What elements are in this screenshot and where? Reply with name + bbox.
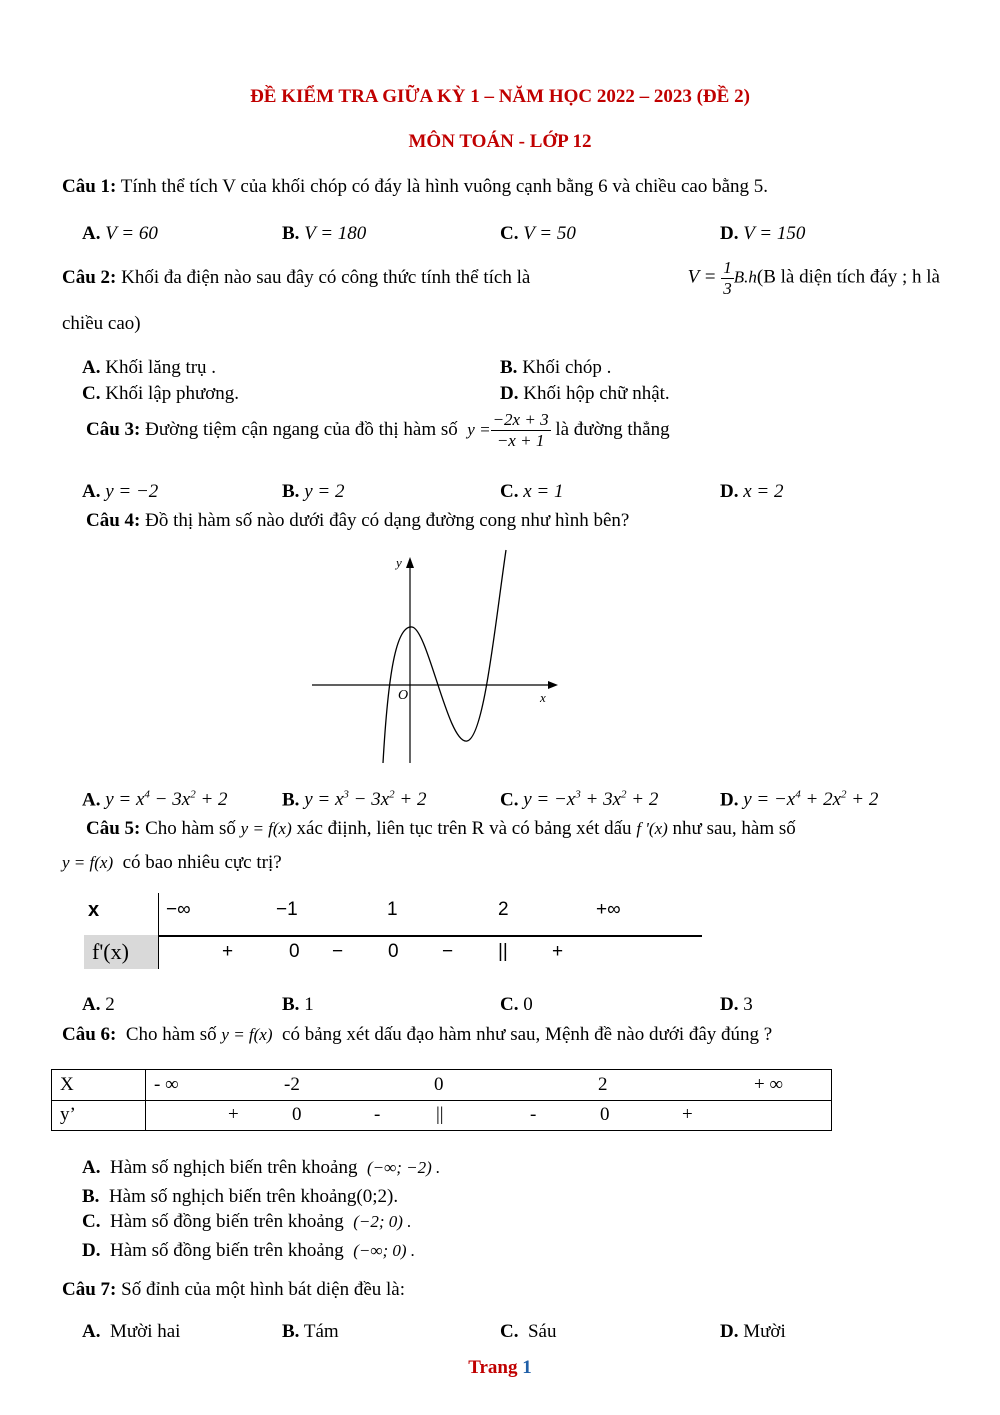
y-axis-arrow (406, 557, 414, 568)
question-3: Câu 3: Đường tiệm cận ngang của đồ thị hàm số y = $\frac{-2x + 3}{-x + 1}$ là đường thẳng (86, 410, 670, 450)
q1-option-d[interactable]: D. V = 150 (720, 223, 806, 244)
q7-option-a[interactable]: A. Mười hai (82, 1321, 181, 1342)
q5-sign-table: x f'(x) −∞ −1 1 2 +∞ + 0 − 0 − || + (84, 893, 704, 973)
q3-option-d[interactable]: D. x = 2 (720, 481, 784, 502)
q3-option-b[interactable]: B. y = 2 (282, 481, 345, 502)
q7-option-b[interactable]: B. Tám (282, 1321, 339, 1342)
function-fraction: $\frac{-2x + 3}{-x + 1}$ (492, 410, 549, 450)
q4-option-c[interactable]: C. $y = -x^3 + 3x^2 + 2$ (500, 789, 659, 811)
question-label: Câu 1: (62, 176, 117, 197)
q2-option-d[interactable]: D. Khối hộp chữ nhật. (500, 383, 670, 404)
q2-option-c[interactable]: C. Khối lập phương. (82, 383, 240, 404)
q3-option-c[interactable]: C. x = 1 (500, 481, 564, 502)
q3-option-a[interactable]: A. y = −2 (82, 481, 159, 502)
question-2: Câu 2: Khối đa điện nào sau đây có công thức tính thể tích là V = $\frac{1}{3}$ B.h(B là diện tích đáy ; h là (62, 258, 940, 298)
x-axis-arrow (548, 681, 558, 689)
question-text: Tính thể tích V của khối chóp có đáy là hình vuông cạnh bằng 6 và chiều cao bằng 5. (120, 176, 769, 197)
q5-row2-label: f'(x) (92, 939, 129, 964)
question-label: Câu 3: (86, 419, 141, 441)
y-axis-label: y (396, 555, 402, 570)
page-number: 1 (522, 1357, 532, 1378)
question-6: Câu 6: Cho hàm số y = f(x) có bảng xét dấu đạo hàm như sau, Mệnh đề nào dưới đây đúng ? (62, 1024, 773, 1045)
question-label: Câu 4: (86, 510, 141, 531)
q4-option-b[interactable]: B. $y = x^3 - 3x^2 + 2$ (282, 789, 427, 811)
question-label: Câu 2: (62, 267, 117, 289)
q5-row1-label: x (88, 899, 100, 921)
q6-row1-label: X (60, 1074, 74, 1095)
question-4: Câu 4: Đồ thị hàm số nào dưới đây có dạng đường cong như hình bên? (86, 510, 630, 531)
footer-word: Trang (468, 1357, 518, 1378)
question-1 (62, 176, 768, 198)
q4-option-d[interactable]: D. $y = -x^4 + 2x^2 + 2$ (720, 789, 879, 811)
q5-option-d[interactable]: D. 3 (720, 994, 753, 1015)
q2-option-b[interactable]: B. Khối chóp . (500, 357, 612, 378)
question-5-line-2: y = f(x) có bao nhiêu cực trị? (62, 852, 282, 873)
question-label: Câu 6: (62, 1024, 117, 1045)
x-axis-label: x (540, 690, 546, 705)
question-label: Câu 7: (62, 1279, 117, 1300)
q6-option-c[interactable]: C. Hàm số đồng biến trên khoảng (−2; 0) . (82, 1211, 412, 1232)
curve (383, 550, 506, 763)
q6-row2-label: y’ (60, 1104, 76, 1125)
question-7: Câu 7: Số đỉnh của một hình bát diện đều là: (62, 1279, 406, 1300)
q2-option-a[interactable]: A. Khối lăng trụ . (82, 357, 217, 378)
origin-label: O (398, 688, 409, 703)
q1-option-b[interactable]: B. V = 180 (282, 223, 367, 244)
page-footer (0, 1357, 1000, 1379)
q7-option-c[interactable]: C. Sáu (500, 1321, 557, 1342)
page-title: ĐỀ KIỂM TRA GIỮA KỲ 1 – NĂM HỌC 2022 – 2023 (ĐỀ 2) (250, 86, 750, 107)
question-label: Câu 5: (86, 818, 141, 839)
q5-option-b[interactable]: B. 1 (282, 994, 314, 1015)
q1-option-c[interactable]: C. V = 50 (500, 223, 576, 244)
q6-sign-table: X y’ - ∞ -2 0 2 + ∞ + 0 - || - 0 + (51, 1069, 832, 1131)
page-subtitle: MÔN TOÁN - LỚP 12 (408, 131, 592, 152)
q1-option-a[interactable]: A. V = 60 (82, 223, 158, 244)
q6-option-a[interactable]: A. Hàm số nghịch biến trên khoảng (−∞; −2) . (82, 1157, 441, 1178)
q7-option-d[interactable]: D. Mười (720, 1321, 786, 1342)
q5-option-a[interactable]: A. 2 (82, 994, 115, 1015)
q6-option-b[interactable]: B. Hàm số nghịch biến trên khoảng(0;2). (82, 1186, 399, 1207)
cubic-graph (300, 545, 570, 770)
q6-option-d[interactable]: D. Hàm số đồng biến trên khoảng (−∞; 0) . (82, 1240, 416, 1261)
volume-formula: V = $\frac{1}{3}$ B.h(B là diện tích đáy ; h là (687, 258, 940, 298)
q5-option-c[interactable]: C. 0 (500, 994, 533, 1015)
question-2-line-2: chiều cao) (62, 313, 141, 334)
question-5: Câu 5: Cho hàm số y = f(x) xác điịnh, liên tục trên R và có bảng xét dấu f '(x) như sau, hàm số (86, 818, 796, 839)
q4-option-a[interactable]: A. $y = x^4 - 3x^2 + 2$ (82, 789, 228, 811)
